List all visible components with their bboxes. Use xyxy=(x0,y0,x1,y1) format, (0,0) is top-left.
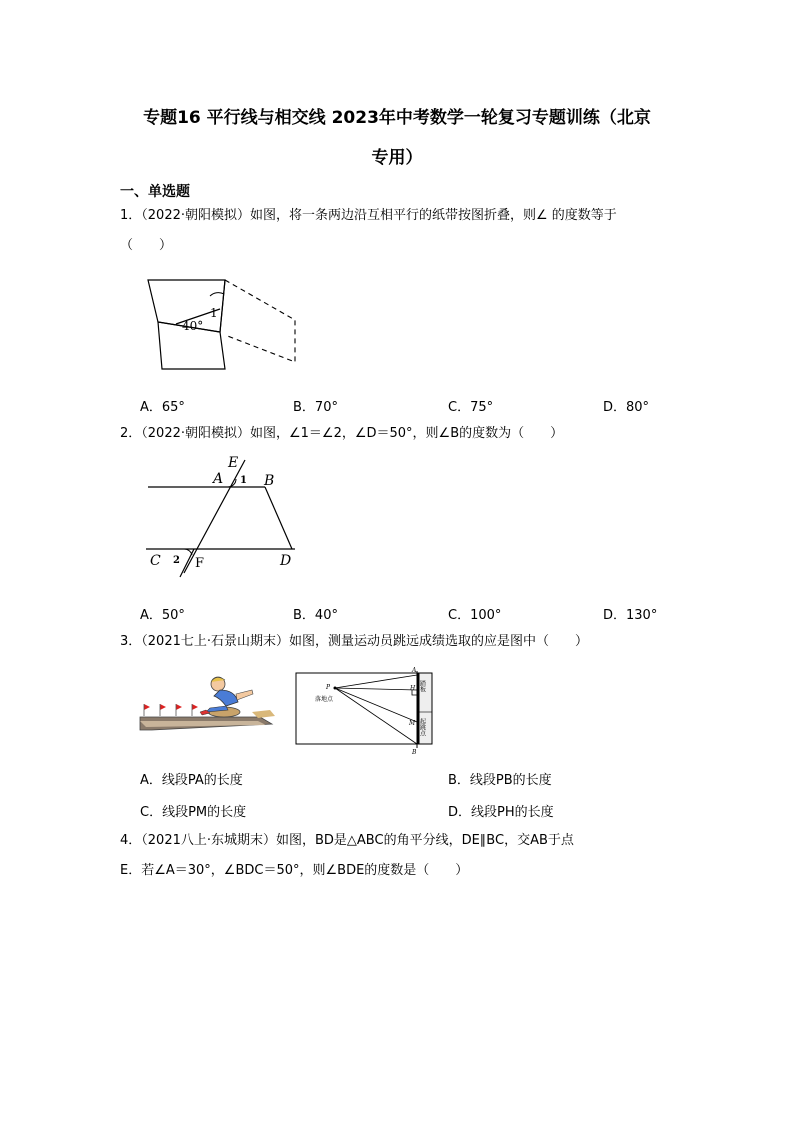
question-2-label-a: A xyxy=(213,471,224,487)
page-title: 专题16 平行线与相交线 2023年中考数学一轮复习专题训练（北京 xyxy=(143,108,651,128)
question-3-label-h: H xyxy=(410,685,416,692)
question-2-option-b[interactable]: B．40° xyxy=(293,608,338,623)
question-2-label-2: 2 xyxy=(173,555,180,566)
question-3-label-b: B xyxy=(412,749,417,756)
question-4-text-line2: E．若∠A＝30°，∠BDC＝50°，则∠BDE的度数是（ ） xyxy=(120,863,469,878)
question-3-diagram xyxy=(295,668,440,758)
question-2-option-c[interactable]: C．100° xyxy=(448,608,502,623)
question-2-figure xyxy=(140,455,310,585)
question-3-option-c[interactable]: C．线段PM的长度 xyxy=(140,805,247,820)
question-2-label-b: B xyxy=(264,473,275,489)
question-2-label-f: F xyxy=(195,556,205,571)
question-1-option-b[interactable]: B．70° xyxy=(293,400,338,415)
question-3-option-a[interactable]: A．线段PA的长度 xyxy=(140,773,243,788)
question-3-option-d[interactable]: D．线段PH的长度 xyxy=(448,805,554,820)
question-1-option-c[interactable]: C．75° xyxy=(448,400,494,415)
question-1-figure xyxy=(140,272,310,372)
question-2-label-c: C xyxy=(150,553,161,569)
question-1-text-line2: （ ） xyxy=(120,238,173,253)
question-2-label-d: D xyxy=(280,553,292,569)
question-3-label-board: 踏板 xyxy=(418,680,426,692)
question-1-option-d[interactable]: D．80° xyxy=(603,400,650,415)
question-3-label-landing: 落地点 xyxy=(315,696,334,703)
question-3-label-takeoff: 起跳点 xyxy=(418,718,426,736)
question-3-text: 3．（2021七上·石景山期末）如图，测量运动员跳远成绩选取的应是图中（ ） xyxy=(120,634,588,649)
question-1-option-a[interactable]: A．65° xyxy=(140,400,185,415)
question-1-text: 1．（2022·朝阳模拟）如图，将一条两边沿互相平行的纸带按图折叠，则∠ 的度数等于 xyxy=(120,208,617,223)
question-3-label-m: M xyxy=(409,720,416,727)
question-4-text: 4．（2021八上·东城期末）如图，BD是△ABC的角平分线，DE∥BC，交AB于点 xyxy=(120,833,574,848)
question-3-option-b[interactable]: B．线段PB的长度 xyxy=(448,773,552,788)
question-2-option-d[interactable]: D．130° xyxy=(603,608,658,623)
question-3-jumper-illustration xyxy=(140,672,275,737)
question-2-text: 2．（2022·朝阳模拟）如图，∠1＝∠2，∠D＝50°，则∠B的度数为（ ） xyxy=(120,426,564,441)
question-3-label-a: A xyxy=(412,667,417,674)
question-1-angle-40: 40° xyxy=(182,319,204,333)
page-title-line2: 专用） xyxy=(371,148,423,168)
question-2-label-e: E xyxy=(228,455,239,471)
question-1-angle-1: 1 xyxy=(210,306,218,320)
section-heading: 一、单选题 xyxy=(120,184,190,200)
question-2-option-a[interactable]: A．50° xyxy=(140,608,185,623)
question-2-label-1: 1 xyxy=(240,475,247,486)
question-3-label-p: P xyxy=(326,684,331,691)
